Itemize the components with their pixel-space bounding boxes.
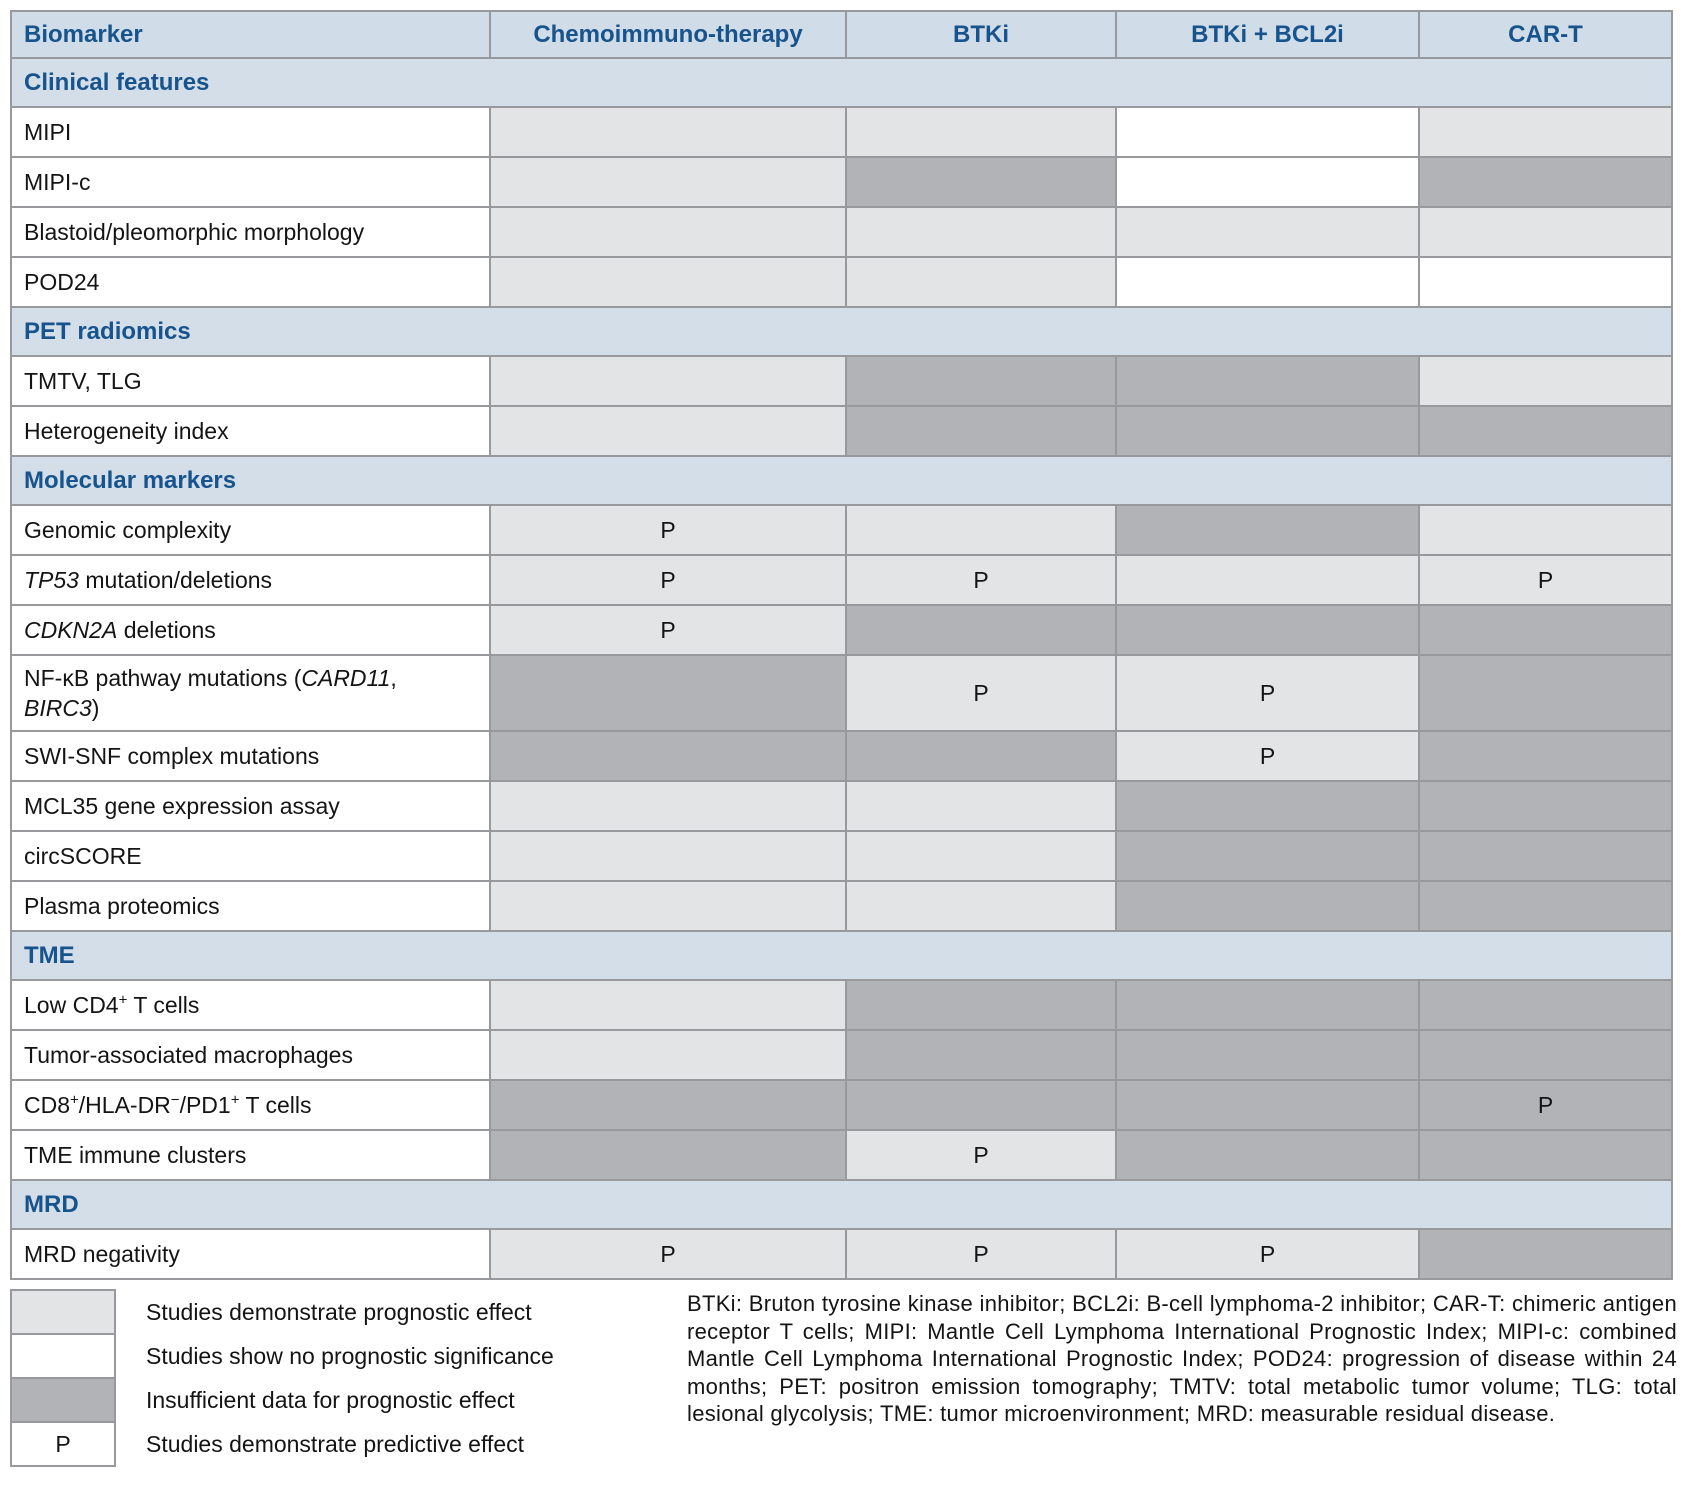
legend-item-prognostic — [10, 1289, 554, 1335]
cell-insufficient — [1116, 356, 1419, 406]
biomarker-label: Blastoid/pleomorphic morphology — [11, 207, 490, 257]
table-row — [11, 980, 1672, 1030]
column-header-btki: BTKi — [846, 11, 1116, 58]
cell-insufficient — [1419, 655, 1672, 731]
cell-insufficient — [1419, 1130, 1672, 1180]
cell-none — [1116, 107, 1419, 157]
section-row-mrd — [11, 1180, 1672, 1229]
cell-prognostic — [490, 1030, 846, 1080]
cell-insufficient — [1419, 881, 1672, 931]
table-row — [11, 257, 1672, 307]
table-row — [11, 555, 1672, 605]
cell-prognostic — [490, 207, 846, 257]
legend-label: Insufficient data for prognostic effect — [146, 1386, 515, 1413]
table-row — [11, 781, 1672, 831]
section-header: Molecular markers — [11, 456, 1672, 505]
table-row — [11, 731, 1672, 781]
cell-prognostic — [490, 107, 846, 157]
cell-insufficient — [1116, 505, 1419, 555]
cell-prognostic — [846, 257, 1116, 307]
table-row — [11, 881, 1672, 931]
biomarker-label: CDKN2A deletions — [11, 605, 490, 655]
cell-prognostic-predictive: P — [846, 1130, 1116, 1180]
table-row — [11, 831, 1672, 881]
cell-insufficient — [1419, 980, 1672, 1030]
cell-prognostic-predictive: P — [846, 655, 1116, 731]
cell-prognostic — [490, 356, 846, 406]
cell-prognostic — [846, 505, 1116, 555]
legend — [10, 1289, 554, 1467]
cell-prognostic-predictive: P — [490, 605, 846, 655]
cell-prognostic-predictive: P — [846, 1229, 1116, 1279]
cell-insufficient — [846, 1030, 1116, 1080]
biomarker-label: Heterogeneity index — [11, 406, 490, 456]
cell-prognostic — [1116, 207, 1419, 257]
legend-label: Studies show no prognostic significance — [146, 1342, 554, 1369]
cell-insufficient — [490, 1130, 846, 1180]
section-header: MRD — [11, 1180, 1672, 1229]
column-header-btki-bcl2i: BTKi + BCL2i — [1116, 11, 1419, 58]
table-row — [11, 107, 1672, 157]
section-row-pet-radiomics — [11, 307, 1672, 356]
cell-prognostic-predictive: P — [490, 505, 846, 555]
cell-prognostic — [846, 831, 1116, 881]
cell-none — [1116, 257, 1419, 307]
legend-item-none — [10, 1333, 554, 1379]
section-row-molecular-markers — [11, 456, 1672, 505]
table-row — [11, 1130, 1672, 1180]
table-row — [11, 356, 1672, 406]
cell-prognostic-predictive: P — [1116, 1229, 1419, 1279]
cell-insufficient — [846, 356, 1116, 406]
cell-prognostic — [846, 881, 1116, 931]
cell-prognostic-predictive: P — [1116, 655, 1419, 731]
cell-prognostic — [490, 781, 846, 831]
cell-insufficient — [490, 655, 846, 731]
biomarker-label: Tumor-associated macrophages — [11, 1030, 490, 1080]
biomarker-label: TMTV, TLG — [11, 356, 490, 406]
cell-insufficient — [846, 731, 1116, 781]
cell-insufficient — [846, 980, 1116, 1030]
cell-insufficient — [846, 605, 1116, 655]
biomarker-label: SWI-SNF complex mutations — [11, 731, 490, 781]
legend-swatch-predictive: P — [10, 1421, 116, 1467]
cell-prognostic — [490, 980, 846, 1030]
cell-insufficient — [1116, 881, 1419, 931]
section-header: TME — [11, 931, 1672, 980]
section-header: Clinical features — [11, 58, 1672, 107]
cell-prognostic-predictive: P — [490, 555, 846, 605]
cell-none — [1116, 157, 1419, 207]
legend-label: Studies demonstrate predictive effect — [146, 1430, 525, 1457]
cell-insufficient — [846, 406, 1116, 456]
cell-prognostic — [490, 257, 846, 307]
section-row-clinical-features — [11, 58, 1672, 107]
cell-insufficient — [1419, 1030, 1672, 1080]
biomarker-label: Low CD4+ T cells — [11, 980, 490, 1030]
cell-insufficient — [1116, 605, 1419, 655]
column-header-car-t: CAR-T — [1419, 11, 1672, 58]
cell-prognostic — [1419, 207, 1672, 257]
cell-prognostic — [1419, 356, 1672, 406]
column-header-biomarker: Biomarker — [11, 11, 490, 58]
legend-swatch-prognostic — [10, 1289, 116, 1335]
cell-insufficient — [1116, 1030, 1419, 1080]
legend-item-predictive — [10, 1421, 554, 1467]
cell-insufficient — [1419, 781, 1672, 831]
biomarker-matrix-table — [10, 10, 1673, 1280]
cell-insufficient — [1419, 605, 1672, 655]
cell-prognostic — [490, 406, 846, 456]
cell-prognostic-predictive: P — [490, 1229, 846, 1279]
cell-prognostic — [490, 881, 846, 931]
table-row — [11, 605, 1672, 655]
cell-prognostic — [846, 107, 1116, 157]
cell-prognostic-predictive: P — [1419, 555, 1672, 605]
cell-prognostic — [1419, 505, 1672, 555]
legend-item-insufficient — [10, 1377, 554, 1423]
biomarker-label: CD8+/HLA-DR−/PD1+ T cells — [11, 1080, 490, 1130]
cell-prognostic — [490, 157, 846, 207]
column-header-chemoimmuno-therapy: Chemoimmuno-therapy — [490, 11, 846, 58]
cell-insufficient — [846, 157, 1116, 207]
cell-insufficient — [1419, 406, 1672, 456]
cell-insufficient — [846, 1080, 1116, 1130]
cell-insufficient — [1116, 980, 1419, 1030]
table-row — [11, 655, 1672, 731]
biomarker-label: TP53 mutation/deletions — [11, 555, 490, 605]
biomarker-label: NF-κB pathway mutations (CARD11, BIRC3) — [11, 655, 490, 731]
biomarker-label: MCL35 gene expression assay — [11, 781, 490, 831]
biomarker-label: MRD negativity — [11, 1229, 490, 1279]
cell-prognostic — [490, 831, 846, 881]
cell-insufficient — [1419, 157, 1672, 207]
cell-insufficient — [1419, 831, 1672, 881]
biomarker-label: MIPI-c — [11, 157, 490, 207]
table-row — [11, 1229, 1672, 1279]
cell-prognostic-predictive: P — [846, 555, 1116, 605]
cell-insufficient — [1116, 1130, 1419, 1180]
cell-insufficient — [490, 731, 846, 781]
section-row-tme — [11, 931, 1672, 980]
cell-prognostic — [846, 781, 1116, 831]
biomarker-label: MIPI — [11, 107, 490, 157]
table-row — [11, 505, 1672, 555]
column-header-row — [11, 11, 1672, 58]
table-row — [11, 1030, 1672, 1080]
cell-prognostic — [846, 207, 1116, 257]
biomarker-label: Genomic complexity — [11, 505, 490, 555]
cell-prognostic — [1116, 555, 1419, 605]
table-row — [11, 1080, 1672, 1130]
cell-insufficient — [1419, 1229, 1672, 1279]
cell-insufficient-predictive: P — [1419, 1080, 1672, 1130]
legend-swatch-insufficient — [10, 1377, 116, 1423]
legend-swatch-none — [10, 1333, 116, 1379]
table-row — [11, 406, 1672, 456]
biomarker-label: POD24 — [11, 257, 490, 307]
cell-insufficient — [1116, 781, 1419, 831]
biomarker-label: circSCORE — [11, 831, 490, 881]
cell-insufficient — [490, 1080, 846, 1130]
section-header: PET radiomics — [11, 307, 1672, 356]
cell-none — [1419, 257, 1672, 307]
table-row — [11, 207, 1672, 257]
biomarker-label: Plasma proteomics — [11, 881, 490, 931]
cell-prognostic-predictive: P — [1116, 731, 1419, 781]
cell-prognostic — [1419, 107, 1672, 157]
biomarker-label: TME immune clusters — [11, 1130, 490, 1180]
cell-insufficient — [1116, 406, 1419, 456]
cell-insufficient — [1116, 1080, 1419, 1130]
cell-insufficient — [1419, 731, 1672, 781]
cell-insufficient — [1116, 831, 1419, 881]
table-row — [11, 157, 1672, 207]
abbreviations-footnote: BTKi: Bruton tyrosine kinase inhibitor; BCL2i: B-cell lymphoma-2 inhibitor; CAR-T: chimeric antigen receptor T cells; MIPI: Mantle Cell Lymphoma International Prognostic Index; MIPI-c: combined Mantle Cell Lymphoma International Prognostic Index; POD24: progression of disease within 24 months; PET: positron emission tomography; TMTV: total metabolic tumor volume; TLG: total lesional glycolysis; TME: tumor microenvironment; MRD: measurable residual disease. — [687, 1291, 1677, 1426]
legend-label: Studies demonstrate prognostic effect — [146, 1298, 532, 1325]
